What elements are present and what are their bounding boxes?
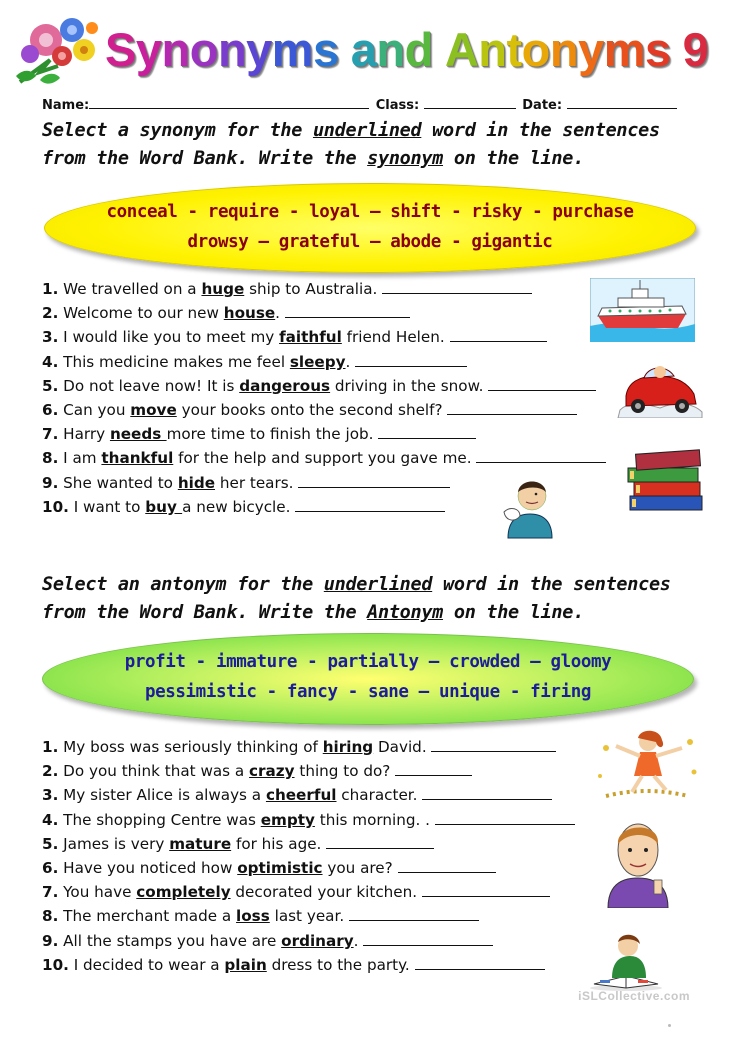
sentence-row — [42, 473, 450, 493]
title-letter: n — [161, 23, 190, 76]
sentence-text: . — [275, 304, 285, 323]
sentence-text: character. — [336, 786, 423, 805]
title-letter: o — [521, 23, 550, 76]
underlined-word: huge — [201, 280, 245, 298]
sentence-text: Do not leave now! It is — [63, 376, 240, 395]
sentence-text: more time to finish the job. — [166, 425, 379, 444]
answer-blank[interactable] — [355, 352, 467, 367]
underlined-word: empty — [260, 810, 315, 829]
sentence-row — [42, 858, 496, 878]
sentence-text: Welcome to our new — [63, 304, 224, 323]
answer-blank[interactable] — [398, 858, 496, 873]
underlined-word: thankful — [101, 449, 174, 468]
underlined-word: loss — [236, 907, 270, 926]
sentence-text: your books onto the second shelf? — [176, 401, 448, 419]
underlined-word: needs — [109, 425, 167, 444]
sentence-text: This medicine makes me feel — [63, 352, 290, 371]
sentence-text: friend Helen. — [341, 328, 450, 347]
sentence-text: decorated your kitchen. — [230, 883, 422, 902]
title-letter: m — [271, 23, 314, 76]
sentence-number: 1. — [42, 738, 59, 756]
sentence-text: a new bicycle. — [182, 497, 296, 516]
sentence-number: 5. — [42, 376, 59, 395]
answer-blank[interactable] — [422, 882, 550, 897]
flower-bouquet-icon — [10, 10, 106, 90]
sentence-number: 4. — [42, 810, 59, 829]
title-letter: s — [645, 23, 671, 76]
title-letter: y — [578, 23, 604, 76]
sentence-number: 7. — [42, 425, 59, 444]
underlined-word: house — [223, 304, 276, 323]
antonym-instructions: Select an antonym for the underlined word in the sentences from the Word Bank. Write the Antonym on the line. — [42, 574, 671, 623]
answer-blank[interactable] — [431, 737, 556, 752]
answer-blank[interactable] — [285, 303, 410, 318]
answer-blank[interactable] — [295, 497, 445, 512]
sentence-number: 8. — [42, 449, 59, 468]
date-blank[interactable] — [567, 96, 677, 109]
title-letter: t — [506, 23, 522, 76]
answer-blank[interactable] — [488, 376, 596, 391]
sentence-row — [42, 497, 445, 517]
sentence-text: All the stamps you have are — [63, 931, 282, 950]
sentence-text: driving in the snow. — [330, 376, 489, 395]
sentence-row — [42, 906, 479, 926]
sentence-text: Harry — [63, 425, 110, 444]
answer-blank[interactable] — [435, 810, 575, 825]
sentence-number: 9. — [42, 931, 59, 950]
title-letter: S — [105, 23, 136, 76]
sentence-number: 7. — [42, 883, 59, 902]
title-letter: s — [313, 23, 339, 76]
underlined-word: hiring — [322, 738, 374, 756]
underlined-word: completely — [136, 883, 231, 902]
class-blank[interactable] — [424, 96, 516, 109]
sentence-row — [42, 352, 467, 372]
sentence-number: 5. — [42, 834, 59, 853]
title-letter: A — [444, 23, 479, 76]
sentence-number: 6. — [42, 859, 59, 877]
sentence-text: Have you noticed how — [63, 859, 238, 877]
sentence-text: David. — [373, 738, 432, 756]
sentence-text: this morning. . — [314, 810, 435, 829]
underlined-word: mature — [169, 834, 232, 853]
date-label: Date: — [522, 98, 563, 113]
sentence-text: The merchant made a — [63, 907, 237, 926]
underlined-word: optimistic — [237, 859, 323, 877]
name-blank[interactable] — [89, 96, 369, 109]
sentence-text: She wanted to — [63, 473, 178, 492]
sentence-row — [42, 448, 606, 468]
sentence-row — [42, 303, 410, 323]
sentence-text: We travelled on a — [63, 280, 202, 298]
answer-blank[interactable] — [422, 785, 552, 800]
underlined-word: plain — [224, 955, 267, 974]
sentence-row — [42, 761, 472, 781]
sentence-text: I decided to wear a — [73, 955, 225, 974]
sentence-row — [42, 327, 547, 347]
dancing-girl-icon — [592, 728, 702, 802]
sentence-text: her tears. — [215, 473, 299, 492]
title-letter: n — [549, 23, 579, 76]
answer-blank[interactable] — [476, 448, 606, 463]
sentence-row — [42, 424, 476, 444]
ship-icon — [590, 278, 695, 342]
book-stack-icon — [624, 444, 708, 514]
sentence-row — [42, 810, 575, 830]
sentence-text: The shopping Centre was — [63, 810, 261, 829]
sentence-row — [42, 785, 552, 805]
sentence-text: Do you think that was a — [63, 762, 250, 781]
underlined-word: dangerous — [239, 376, 331, 395]
sentence-row — [42, 834, 434, 854]
underlined-word: move — [130, 401, 177, 419]
sentence-text: I am — [63, 449, 102, 468]
sentence-text: dress to the party. — [266, 955, 415, 974]
sentence-text: you are? — [322, 859, 398, 877]
title-letter: y — [135, 23, 162, 76]
sentence-number: 10. — [42, 955, 69, 974]
sentence-row — [42, 737, 556, 757]
sentence-number: 1. — [42, 280, 59, 298]
sentence-text: James is very — [63, 834, 170, 853]
title-letter: n — [376, 23, 405, 76]
sentence-text: last year. — [269, 907, 349, 926]
word-bank-line: pessimistic - fancy - sane – unique - firing — [145, 682, 591, 702]
sentence-text: for his age. — [231, 834, 327, 853]
underlined-word: buy — [145, 497, 183, 516]
sentence-number: 3. — [42, 786, 59, 805]
word-bank-line: profit - immature - partially – crowded – gloomy — [124, 652, 612, 672]
sentence-row — [42, 931, 493, 951]
title-letter: a — [350, 23, 377, 76]
sentence-text: Can you — [63, 401, 131, 419]
sentence-text: . — [353, 931, 364, 950]
underlined-word: faithful — [279, 328, 342, 347]
synonym-instructions: Select a synonym for the underlined word in the sentences from the Word Bank. Write the synonym on the line. — [42, 120, 660, 169]
sentence-number: 6. — [42, 401, 59, 419]
sentence-text: . — [345, 352, 356, 371]
underlined-word: ordinary — [281, 931, 354, 950]
underlined-word: cheerful — [265, 786, 337, 805]
title-letter: 9 — [682, 23, 709, 76]
title-letter: n — [478, 23, 507, 76]
sentence-text: I want to — [73, 497, 146, 516]
word-bank-line: conceal - require - loyal – shift - risky - purchase — [106, 202, 634, 222]
answer-blank[interactable] — [447, 400, 577, 415]
sentence-number: 9. — [42, 473, 59, 492]
title-letter: d — [404, 23, 433, 76]
sentence-number: 2. — [42, 304, 59, 323]
title-letter: m — [603, 23, 646, 76]
sentence-row — [42, 955, 545, 975]
student-info-row — [42, 96, 677, 113]
answer-blank[interactable] — [415, 955, 545, 970]
sentence-text: You have — [63, 883, 137, 902]
answer-blank[interactable] — [326, 834, 434, 849]
sentence-text: I would like you to meet my — [63, 328, 280, 347]
sentence-text: My boss was seriously thinking of — [63, 738, 323, 756]
class-label: Class: — [375, 98, 420, 113]
sentence-number: 4. — [42, 352, 59, 371]
sentence-number: 3. — [42, 328, 59, 347]
antonym-word-bank — [42, 633, 694, 725]
sentence-number: 8. — [42, 907, 59, 926]
sentence-row — [42, 279, 532, 299]
crying-person-icon — [498, 472, 560, 542]
answer-blank[interactable] — [395, 761, 472, 776]
title-letter: o — [189, 23, 218, 76]
sentence-text: thing to do? — [294, 762, 396, 781]
sentence-text: My sister Alice is always a — [63, 786, 266, 805]
sentence-row — [42, 376, 596, 396]
car-in-snow-icon — [616, 352, 704, 418]
word-bank-line: drowsy – grateful – abode - gigantic — [187, 232, 553, 252]
boy-reading-icon — [588, 930, 664, 992]
answer-blank[interactable] — [349, 906, 479, 921]
sentence-text: ship to Australia. — [244, 280, 383, 298]
page-title — [105, 22, 708, 77]
underlined-word: crazy — [249, 762, 295, 781]
sentence-number: 2. — [42, 762, 59, 781]
answer-blank[interactable] — [378, 424, 476, 439]
sentence-number: 10. — [42, 497, 69, 516]
decorative-dot — [668, 1024, 671, 1027]
boy-portrait-icon — [604, 816, 672, 908]
answer-blank[interactable] — [298, 473, 450, 488]
sentence-text: for the help and support you gave me. — [173, 449, 477, 468]
sentence-row — [42, 400, 577, 420]
underlined-word: hide — [177, 473, 216, 492]
title-letter: y — [246, 23, 272, 76]
synonym-word-bank — [44, 183, 696, 273]
title-letter: n — [217, 23, 247, 76]
sentence-row — [42, 882, 550, 902]
answer-blank[interactable] — [450, 327, 547, 342]
answer-blank[interactable] — [363, 931, 493, 946]
name-label: Name: — [42, 98, 90, 113]
watermark: iSLCollective.com — [578, 989, 690, 1003]
underlined-word: sleepy — [289, 352, 346, 371]
answer-blank[interactable] — [382, 279, 532, 294]
